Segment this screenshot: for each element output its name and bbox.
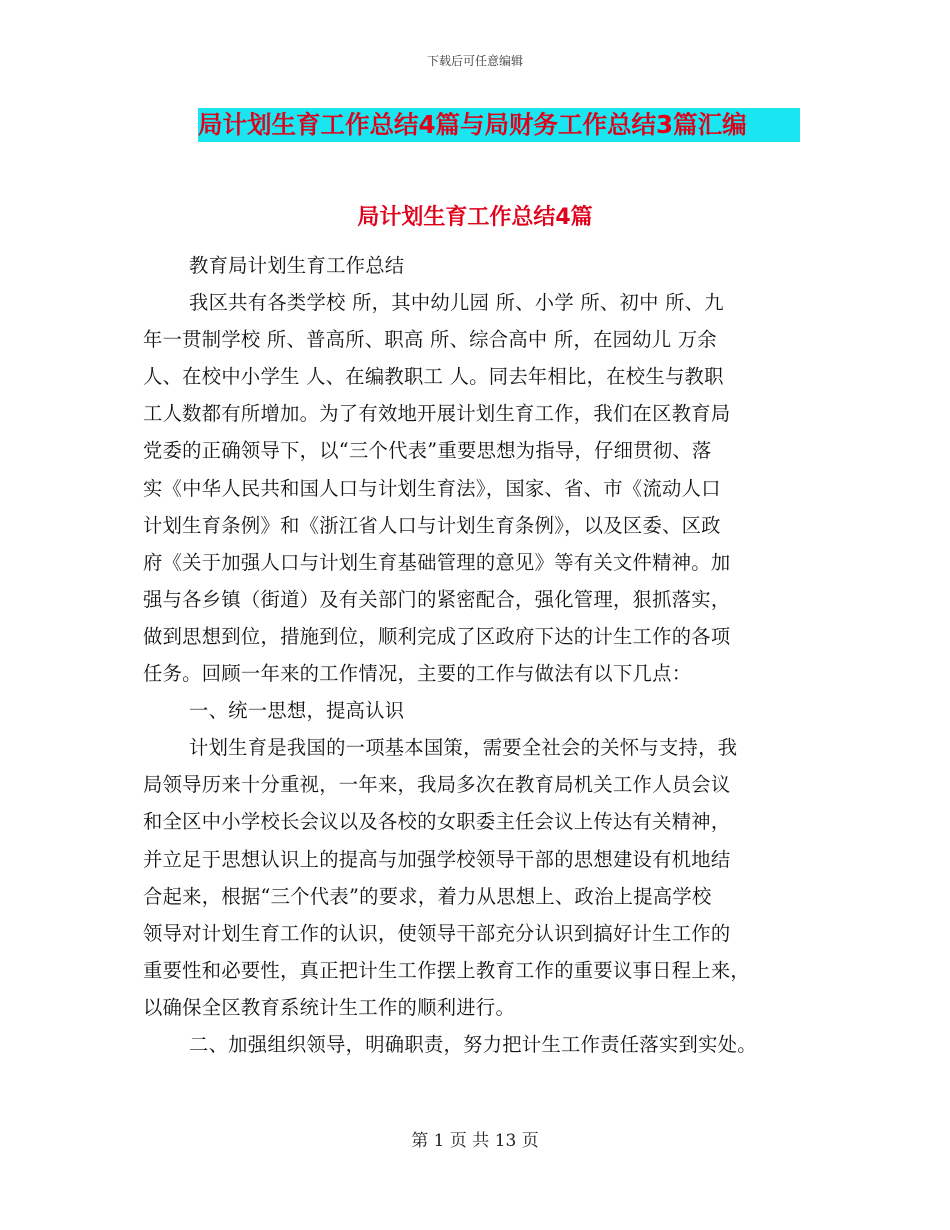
text-line: 计划生育条例》和《浙江省人口与计划生育条例》，以及区委、区政 <box>143 513 721 537</box>
page-header: 下载后可任意编辑 <box>426 54 523 68</box>
text-line: 府《关于加强人口与计划生育基础管理的意见》等有关文件精神。加 <box>143 550 731 574</box>
text-line: 做到思想到位，措施到位，顺利完成了区政府下达的计生工作的各项 <box>143 624 731 648</box>
text-line: 人、在校中小学生 人、在编教职工 人。同去年相比，在校生与教职 <box>143 365 724 389</box>
section-heading: 一、统一思想，提高认识 <box>189 699 405 723</box>
text-line: 和全区中小学校长会议以及各校的女职委主任会议上传达有关精神， <box>143 810 731 834</box>
text-line: 实《中华人民共和国人口与计划生育法》，国家、省、市《流动人口 <box>143 476 721 500</box>
text-line: 局领导历来十分重视，一年来，我局多次在教育局机关工作人员会议 <box>143 773 731 797</box>
section-title: 局计划生育工作总结4篇 <box>357 205 593 230</box>
text-line: 合起来，根据“三个代表”的要求，着力从思想上、政治上提高学校 <box>143 884 712 908</box>
paragraph-heading: 教育局计划生育工作总结 <box>189 254 405 277</box>
text-line: 计划生育是我国的一项基本国策，需要全社会的关怀与支持，我 <box>189 736 738 760</box>
text-line: 并立足于思想认识上的提高与加强学校领导干部的思想建设有机地结 <box>143 847 731 871</box>
text-line: 我区共有各类学校 所，其中幼儿园 所、小学 所、初中 所、九 <box>189 291 724 315</box>
text-line: 工人数都有所增加。为了有效地开展计划生育工作，我们在区教育局 <box>143 402 731 426</box>
text-line: 年一贯制学校 所、普高所、职高 所、综合高中 所，在园幼儿 万余 <box>143 328 717 352</box>
text-line: 以确保全区教育系统计生工作的顺利进行。 <box>143 995 516 1019</box>
text-line: 领导对计划生育工作的认识，使领导干部充分认识到搞好计生工作的 <box>143 921 731 945</box>
document-title: 局计划生育工作总结4篇与局财务工作总结3篇汇编 <box>198 108 800 142</box>
text-line: 重要性和必要性，真正把计生工作摆上教育工作的重要议事日程上来， <box>143 958 751 982</box>
text-line: 强与各乡镇（街道）及有关部门的紧密配合，强化管理，狠抓落实， <box>143 587 731 611</box>
section-heading: 二、加强组织领导，明确职责，努力把计生工作责任落实到实处。 <box>189 1032 757 1056</box>
page-number: 第 1 页 共 13 页 <box>411 1131 539 1151</box>
text-line: 任务。回顾一年来的工作情况，主要的工作与做法有以下几点： <box>143 662 692 686</box>
document-body <box>143 247 819 1063</box>
text-line: 党委的正确领导下，以“三个代表”重要思想为指导，仔细贯彻、落 <box>143 439 712 463</box>
